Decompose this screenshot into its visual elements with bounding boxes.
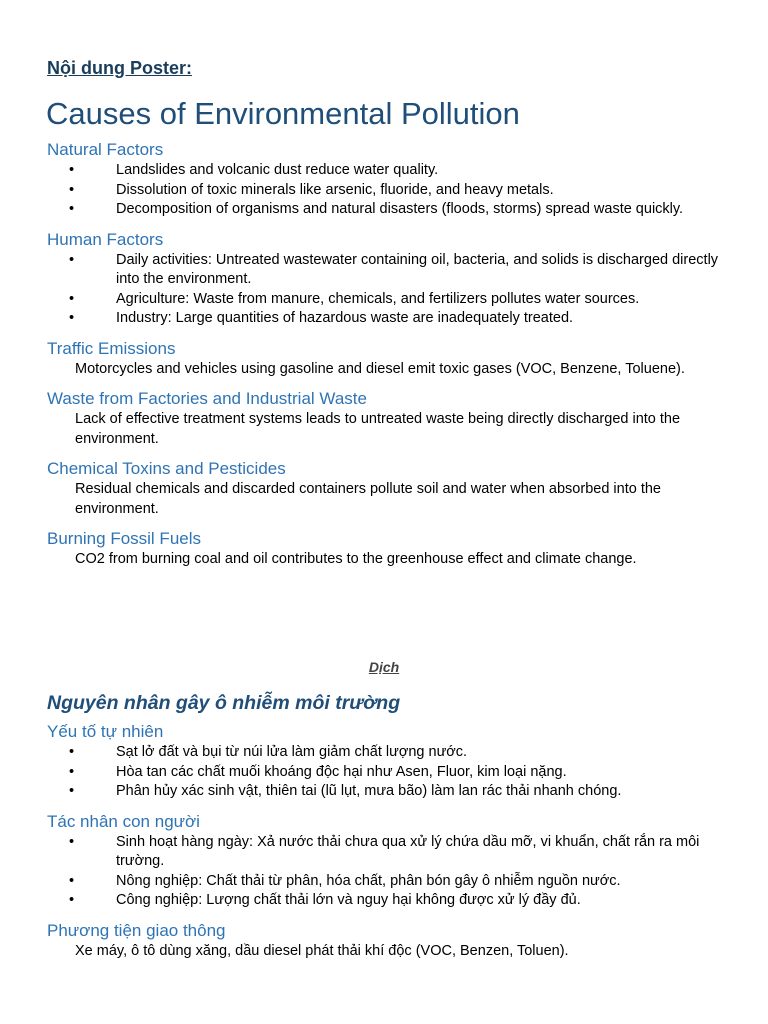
section-natural-factors (47, 139, 738, 220)
section-chemical-toxins (47, 458, 738, 519)
section-phuong-tien-giao-thong (47, 920, 738, 962)
section-text: Lack of effective treatment systems leads to untreated waste being directly discharged into the environment. (75, 411, 681, 447)
translation-label: Dịch (368, 659, 400, 675)
section-heading: Chemical Toxins and Pesticides (47, 459, 286, 478)
section-heading: Natural Factors (47, 140, 164, 159)
page-title: Causes of Environmental Pollution (46, 96, 520, 131)
section-text: Xe máy, ô tô dùng xăng, dầu diesel phát thải khí độc (VOC, Benzen, Toluen). (75, 942, 569, 959)
list-item: • Landslides and volcanic dust reduce water quality. (47, 161, 738, 181)
section-heading: Yếu tố tự nhiên (47, 722, 164, 741)
list-item: • Agriculture: Waste from manure, chemicals, and fertilizers pollutes water sources. (47, 290, 738, 310)
list-item: • Daily activities: Untreated wastewater containing oil, bacteria, and solids is discharged directly into the environment. (47, 251, 738, 290)
section-heading: Waste from Factories and Industrial Waste (47, 389, 367, 408)
section-text: Residual chemicals and discarded containers pollute soil and water when absorbed into the environment. (75, 481, 661, 517)
section-heading: Burning Fossil Fuels (47, 529, 202, 548)
poster-label: Nội dung Poster: (47, 58, 192, 78)
list-item: • Sạt lở đất và bụi từ núi lửa làm giảm chất lượng nước. (47, 743, 738, 763)
section-text: CO2 from burning coal and oil contributes to the greenhouse effect and climate change. (75, 551, 637, 567)
section-heading: Phương tiện giao thông (47, 920, 226, 940)
list-item: • Nông nghiệp: Chất thải từ phân, hóa chất, phân bón gây ô nhiễm nguồn nước. (47, 872, 738, 892)
list-item: • Decomposition of organisms and natural disasters (floods, storms) spread waste quickly. (47, 200, 738, 220)
section-traffic-emissions (47, 338, 738, 380)
bullet-list (47, 161, 738, 220)
list-item: • Sinh hoạt hàng ngày: Xả nước thải chưa qua xử lý chứa dầu mỡ, vi khuẩn, chất rắn ra môi trường. (47, 833, 738, 872)
vietnamese-title: Nguyên nhân gây ô nhiễm môi trường (47, 692, 401, 714)
section-tac-nhan-con-nguoi (47, 811, 738, 911)
list-item: • Industry: Large quantities of hazardous waste are inadequately treated. (47, 309, 738, 329)
list-item: • Công nghiệp: Lượng chất thải lớn và nguy hại không được xử lý đầy đủ. (47, 891, 738, 911)
list-item: • Hòa tan các chất muối khoáng độc hại như Asen, Fluor, kim loại nặng. (47, 763, 738, 783)
list-item: • Dissolution of toxic minerals like arsenic, fluoride, and heavy metals. (47, 181, 738, 201)
section-heading: Traffic Emissions (47, 338, 176, 358)
bullet-list (47, 833, 738, 911)
section-heading: Human Factors (47, 229, 164, 249)
section-yeu-to-tu-nhien (47, 721, 738, 802)
vietnamese-content (47, 721, 738, 970)
list-item: • Phân hủy xác sinh vật, thiên tai (lũ lụt, mưa bão) làm lan rác thải nhanh chóng. (47, 782, 738, 802)
section-heading: Tác nhân con người (47, 811, 200, 831)
bullet-list (47, 743, 738, 802)
section-human-factors (47, 229, 738, 329)
section-text: Motorcycles and vehicles using gasoline and diesel emit toxic gases (VOC, Benzene, Toluene). (75, 360, 685, 377)
section-fossil-fuels (47, 528, 738, 570)
bullet-list (47, 251, 738, 329)
section-factory-waste (47, 388, 738, 449)
english-content (47, 139, 738, 579)
